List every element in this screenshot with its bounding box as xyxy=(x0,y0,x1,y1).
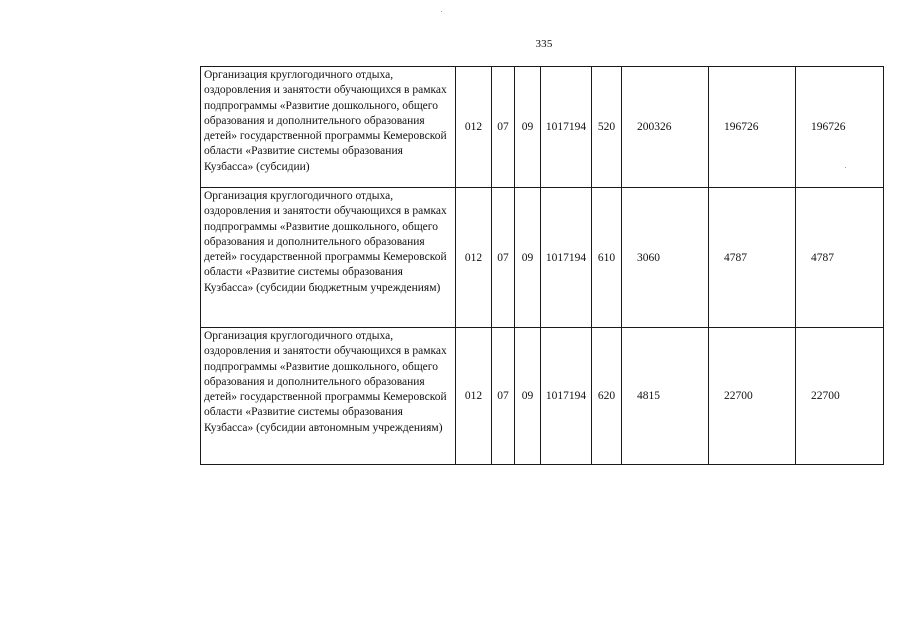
amount-1: 3060 xyxy=(622,188,709,328)
subsection-code: 09 xyxy=(515,328,541,465)
section-code: 07 xyxy=(492,188,515,328)
table-row xyxy=(201,188,884,328)
table-row xyxy=(201,67,884,188)
target-article-code: 1017194 xyxy=(541,328,592,465)
ministry-code: 012 xyxy=(456,328,492,465)
amount-1: 200326 xyxy=(622,67,709,188)
amount-3: 22700 xyxy=(796,328,884,465)
ministry-code: 012 xyxy=(456,188,492,328)
amount-1: 4815 xyxy=(622,328,709,465)
table-row xyxy=(201,328,884,465)
amount-3: 196726 xyxy=(796,67,884,188)
amount-2: 196726 xyxy=(709,67,796,188)
section-code: 07 xyxy=(492,67,515,188)
amount-3: 4787 xyxy=(796,188,884,328)
subsection-code: 09 xyxy=(515,67,541,188)
amount-2: 4787 xyxy=(709,188,796,328)
row-description: Организация круглогодичного отдыха, оздоровления и занятости обучающихся в рамках подпрограммы «Развитие дошкольного, общего образования и дополнительного образования детей» государственной программы Кемеровской области «Развитие системы образования Кузбасса» (субсидии бюджетным учреждениям) xyxy=(201,188,456,328)
scan-speck xyxy=(441,11,442,12)
section-code: 07 xyxy=(492,328,515,465)
expense-type-code: 610 xyxy=(592,188,622,328)
row-description: Организация круглогодичного отдыха, оздоровления и занятости обучающихся в рамках подпрограммы «Развитие дошкольного, общего образования и дополнительного образования детей» государственной программы Кемеровской области «Развитие системы образования Кузбасса» (субсидии автономным учреждениям) xyxy=(201,328,456,465)
amount-2: 22700 xyxy=(709,328,796,465)
row-description: Организация круглогодичного отдыха, оздоровления и занятости обучающихся в рамках подпрограммы «Развитие дошкольного, общего образования и дополнительного образования детей» государственной программы Кемеровской области «Развитие системы образования Кузбасса» (субсидии) xyxy=(201,67,456,188)
target-article-code: 1017194 xyxy=(541,188,592,328)
page-number: 335 xyxy=(535,38,553,50)
target-article-code: 1017194 xyxy=(541,67,592,188)
expense-type-code: 620 xyxy=(592,328,622,465)
subsection-code: 09 xyxy=(515,188,541,328)
budget-table xyxy=(200,66,884,465)
ministry-code: 012 xyxy=(456,67,492,188)
expense-type-code: 520 xyxy=(592,67,622,188)
